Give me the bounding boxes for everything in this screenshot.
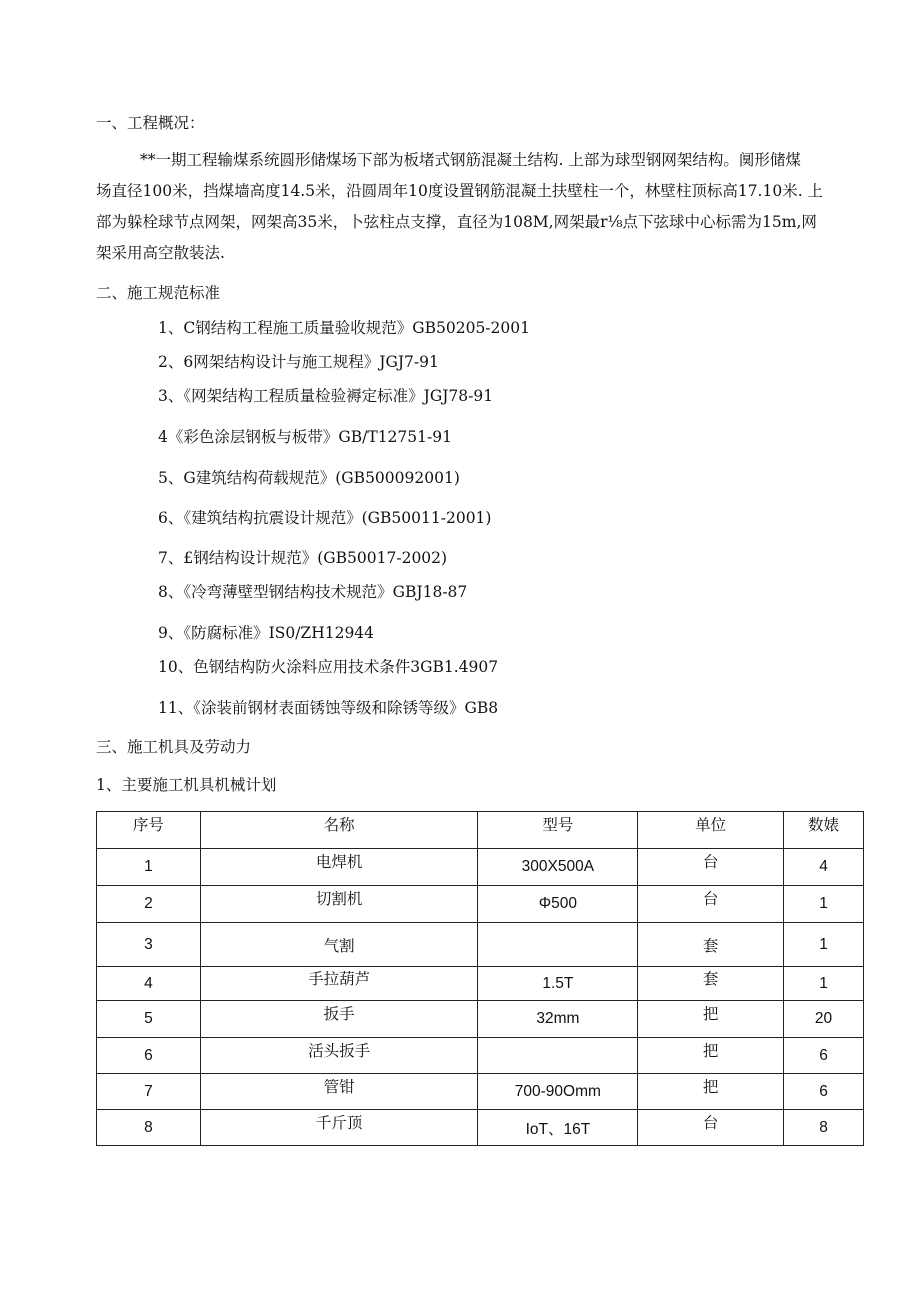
standard-item-11: 11、《涂装前钢材表面锈蚀等级和除锈等级》GB8 [158, 699, 499, 717]
cell-quantity: 20 [784, 1001, 864, 1038]
cell-name: 管钳 [200, 1074, 478, 1110]
header-model: 型号 [478, 812, 638, 849]
cell-unit: 套 [638, 923, 784, 967]
cell-name: 千斤顶 [200, 1110, 478, 1146]
standard-item-3: 3、《网架结构工程质量检验褥定标准》JGJ78-91 [158, 387, 494, 405]
table-row [97, 886, 864, 923]
table-row [97, 1074, 864, 1110]
cell-model: Φ500 [478, 886, 638, 923]
cell-model: 1.5T [478, 967, 638, 1001]
overview-line-4: 架采用高空散装法. [96, 244, 225, 262]
cell-model [478, 1038, 638, 1074]
cell-index: 5 [97, 1001, 201, 1038]
section-3-heading: 三、施工机具及劳动力 [96, 738, 252, 756]
standard-item-7: 7、£钢结构设计规范》(GB50017-2002) [158, 549, 448, 567]
cell-model: IoT、16T [478, 1110, 638, 1146]
cell-model: 700-90Omm [478, 1074, 638, 1110]
table-row [97, 1001, 864, 1038]
overview-line-1: **一期工程输煤系统圆形储煤场下部为板堵式钢筋混凝土结构. 上部为球型钢网架结构。阒形储煤 [140, 151, 801, 169]
cell-quantity: 1 [784, 923, 864, 967]
cell-unit: 把 [638, 1038, 784, 1074]
header-name: 名称 [200, 812, 478, 849]
cell-name: 电焊机 [200, 849, 478, 886]
cell-index: 6 [97, 1038, 201, 1074]
table-row [97, 967, 864, 1001]
cell-name: 活头扳手 [200, 1038, 478, 1074]
overview-line-2: 场直径100米，挡煤墙高度14.5米，沿圆周年10度设置钢筋混凝土扶壁柱一个，林壁柱顶标高17.10米. 上 [96, 182, 824, 200]
standard-item-10: 10、色钢结构防火涂料应用技术条件3GB1.4907 [158, 658, 499, 676]
table-header-row [97, 812, 864, 849]
standard-item-6: 6、《建筑结构抗震设计规范》(GB50011-2001) [158, 509, 492, 527]
cell-index: 1 [97, 849, 201, 886]
cell-quantity: 8 [784, 1110, 864, 1146]
header-index: 序号 [97, 812, 201, 849]
standard-item-2: 2、6网架结构设计与施工规程》JGJ7-91 [158, 353, 439, 371]
cell-quantity: 6 [784, 1038, 864, 1074]
cell-unit: 台 [638, 849, 784, 886]
table-row [97, 849, 864, 886]
cell-model [478, 923, 638, 967]
cell-quantity: 6 [784, 1074, 864, 1110]
section-2-heading: 二、施工规范标准 [96, 284, 221, 302]
header-quantity: 数婊 [784, 812, 864, 849]
header-unit: 单位 [638, 812, 784, 849]
cell-unit: 台 [638, 1110, 784, 1146]
standard-item-4: 4《彩色涂层钢板与板带》GB/T12751-91 [158, 428, 452, 446]
cell-unit: 台 [638, 886, 784, 923]
cell-index: 4 [97, 967, 201, 1001]
cell-model: 32mm [478, 1001, 638, 1038]
table-row [97, 1110, 864, 1146]
cell-index: 8 [97, 1110, 201, 1146]
standard-item-1: 1、C钢结构工程施工质量验收规范》GB50205-2001 [158, 319, 530, 337]
cell-unit: 套 [638, 967, 784, 1001]
cell-index: 2 [97, 886, 201, 923]
cell-index: 7 [97, 1074, 201, 1110]
cell-quantity: 4 [784, 849, 864, 886]
overview-line-3: 部为躲栓球节点网架，网架高35米，卜弦柱点支撑，直径为108M,网架最r⅛点下弦球中心标需为15m,网 [96, 213, 817, 231]
project-overview-paragraph [96, 145, 866, 269]
table-row [97, 923, 864, 967]
cell-name: 切割机 [200, 886, 478, 923]
table-row [97, 1038, 864, 1074]
equipment-table [96, 811, 864, 1146]
cell-quantity: 1 [784, 886, 864, 923]
cell-quantity: 1 [784, 967, 864, 1001]
cell-model: 300X500A [478, 849, 638, 886]
standard-item-5: 5、G建筑结构荷载规范》(GB500092001) [158, 469, 460, 487]
equipment-plan-subheading: 1、主要施工机具机械计划 [96, 776, 277, 794]
cell-name: 手拉葫芦 [200, 967, 478, 1001]
standard-item-9: 9、《防腐标准》IS0/ZH12944 [158, 624, 375, 642]
cell-name: 扳手 [200, 1001, 478, 1038]
section-1-heading: 一、工程概况： [96, 114, 205, 132]
cell-name: 气割 [200, 923, 478, 967]
cell-unit: 把 [638, 1001, 784, 1038]
cell-index: 3 [97, 923, 201, 967]
standard-item-8: 8、《冷弯薄壁型钢结构技术规范》GBJ18-87 [158, 583, 468, 601]
cell-unit: 把 [638, 1074, 784, 1110]
